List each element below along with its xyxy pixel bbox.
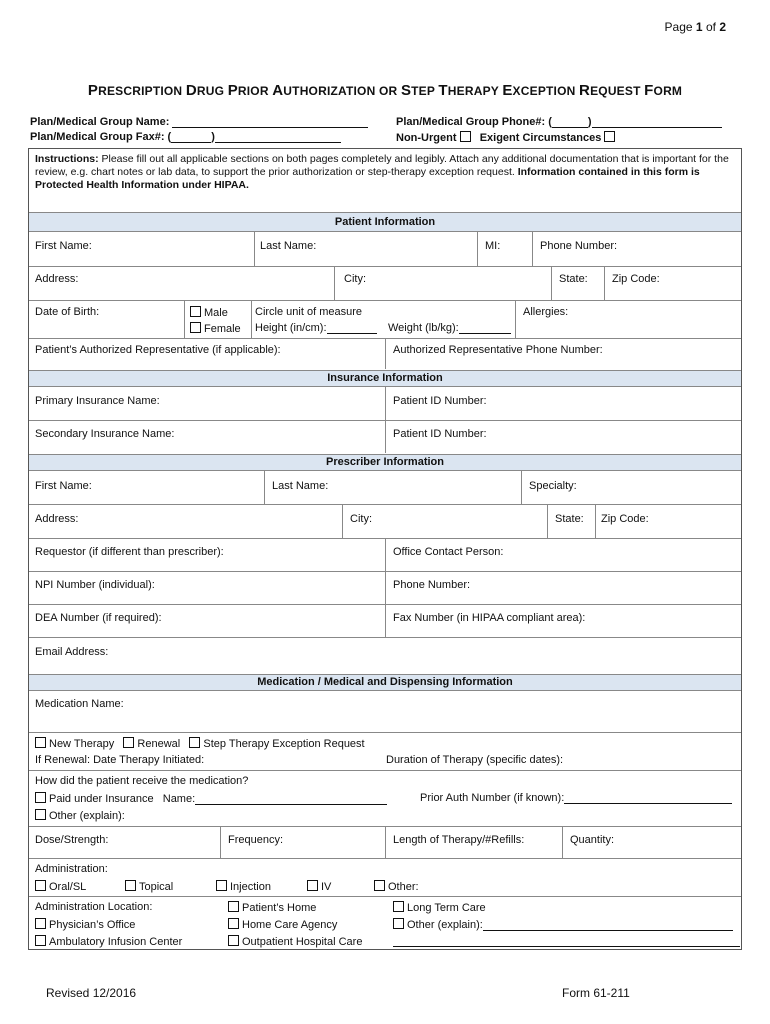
- physician-office-label: Physician’s Office: [49, 919, 136, 931]
- infusion-center-label: Ambulatory Infusion Center: [49, 936, 183, 948]
- secondary-patient-id[interactable]: Patient ID Number:: [393, 428, 487, 440]
- how-received: How did the patient receive the medication?: [35, 775, 249, 787]
- patient-address[interactable]: Address:: [35, 273, 79, 285]
- ltc-label: Long Term Care: [407, 902, 486, 914]
- medication-section-heading: Medication / Medical and Dispensing Information: [29, 674, 741, 691]
- other-explain-checkbox[interactable]: [35, 809, 46, 820]
- step-exception-checkbox[interactable]: [189, 737, 200, 748]
- other-explain-label: Other (explain):: [49, 810, 125, 822]
- oral-label: Oral/SL: [49, 881, 87, 893]
- administration-label: Administration:: [35, 863, 108, 875]
- form-title: PRESCRIPTION DRUG PRIOR AUTHORIZATION OR STEP THERAPY EXCEPTION REQUEST FORM: [87, 82, 683, 99]
- admin-location-label: Administration Location:: [35, 901, 153, 913]
- patient-dob[interactable]: Date of Birth:: [35, 306, 100, 318]
- injection-checkbox[interactable]: [216, 880, 227, 891]
- patient-phone[interactable]: Phone Number:: [540, 240, 618, 252]
- dea-number[interactable]: DEA Number (if required):: [35, 612, 162, 624]
- renewal-date[interactable]: If Renewal: Date Therapy Initiated:: [35, 754, 205, 766]
- patient-last-name[interactable]: Last Name:: [260, 240, 317, 252]
- therapy-duration[interactable]: Duration of Therapy (specific dates):: [386, 754, 564, 766]
- prescriber-last-name[interactable]: Last Name:: [272, 480, 329, 492]
- prescriber-city[interactable]: City:: [350, 513, 372, 525]
- plan-phone-field[interactable]: Plan/Medical Group Phone#: ( ): [396, 116, 722, 128]
- other-admin-checkbox[interactable]: [374, 880, 385, 891]
- prescriber-phone[interactable]: Phone Number:: [393, 579, 471, 591]
- prescriber-zip[interactable]: Zip Code:: [601, 513, 649, 525]
- renewal-label: Renewal: [137, 738, 181, 750]
- form-body: [28, 148, 742, 950]
- topical-checkbox[interactable]: [125, 880, 136, 891]
- prescriber-specialty[interactable]: Specialty:: [529, 480, 577, 492]
- frequency[interactable]: Frequency:: [228, 834, 284, 846]
- iv-checkbox[interactable]: [307, 880, 318, 891]
- email-address[interactable]: Email Address:: [35, 646, 109, 658]
- length-of-therapy[interactable]: Length of Therapy/#Refills:: [393, 834, 525, 846]
- weight-field[interactable]: Weight (lb/kg):: [388, 322, 511, 334]
- insurance-name-line[interactable]: [195, 804, 387, 805]
- other-location-line[interactable]: [483, 930, 733, 931]
- paid-insurance-checkbox[interactable]: [35, 792, 46, 803]
- plan-name-field[interactable]: Plan/Medical Group Name:: [30, 116, 368, 128]
- exigent-checkbox[interactable]: [604, 131, 615, 142]
- patient-home-label: Patient’s Home: [242, 902, 317, 914]
- secondary-insurance[interactable]: Secondary Insurance Name:: [35, 428, 175, 440]
- requestor[interactable]: Requestor (if different than prescriber):: [35, 546, 224, 558]
- other-location-row: Other (explain):: [393, 918, 733, 931]
- other-location-line-2: [393, 946, 740, 947]
- page-number: [665, 20, 726, 34]
- male-label: Male: [204, 307, 228, 319]
- circle-unit-note: Circle unit of measure: [255, 306, 362, 318]
- office-contact[interactable]: Office Contact Person:: [393, 546, 504, 558]
- urgency-options: Non-Urgent Exigent Circumstances: [396, 131, 618, 144]
- iv-label: IV: [321, 881, 332, 893]
- patient-state[interactable]: State:: [559, 273, 588, 285]
- home-care-label: Home Care Agency: [242, 919, 338, 931]
- plan-fax-field[interactable]: Plan/Medical Group Fax#: ( ): [30, 131, 341, 143]
- page-current: 1: [695, 20, 703, 34]
- infusion-center-checkbox[interactable]: [35, 935, 46, 946]
- topical-label: Topical: [139, 881, 174, 893]
- patient-section-heading: Patient Information: [29, 212, 741, 232]
- male-checkbox[interactable]: [190, 306, 201, 317]
- home-care-checkbox[interactable]: [228, 918, 239, 929]
- page-label: Page: [664, 20, 693, 34]
- female-label: Female: [204, 323, 241, 335]
- prescriber-fax[interactable]: Fax Number (in HIPAA compliant area):: [393, 612, 586, 624]
- authorized-rep[interactable]: Patient’s Authorized Representative (if applicable):: [35, 344, 281, 356]
- patient-city[interactable]: City:: [344, 273, 366, 285]
- patient-mi[interactable]: MI:: [485, 240, 501, 252]
- renewal-checkbox[interactable]: [123, 737, 134, 748]
- quantity[interactable]: Quantity:: [570, 834, 615, 846]
- physician-office-checkbox[interactable]: [35, 918, 46, 929]
- prescriber-section-heading: Prescriber Information: [29, 454, 741, 471]
- prescriber-first-name[interactable]: First Name:: [35, 480, 92, 492]
- other-admin-label: Other:: [388, 881, 419, 893]
- insurance-section-heading: Insurance Information: [29, 370, 741, 387]
- patient-allergies[interactable]: Allergies:: [523, 306, 569, 318]
- prior-auth-row[interactable]: Prior Auth Number (if known):: [420, 792, 732, 804]
- patient-first-name[interactable]: First Name:: [35, 240, 92, 252]
- primary-patient-id[interactable]: Patient ID Number:: [393, 395, 487, 407]
- female-checkbox[interactable]: [190, 322, 201, 333]
- medication-name[interactable]: Medication Name:: [35, 698, 124, 710]
- paid-insurance-row: Paid under Insurance Name:: [35, 792, 387, 805]
- dose-strength[interactable]: Dose/Strength:: [35, 834, 109, 846]
- new-therapy-label: New Therapy: [49, 738, 115, 750]
- npi-number[interactable]: NPI Number (individual):: [35, 579, 155, 591]
- step-exception-label: Step Therapy Exception Request: [203, 738, 365, 750]
- other-location-checkbox[interactable]: [393, 918, 404, 929]
- page-total: 2: [719, 20, 726, 34]
- instructions: Instructions: Please fill out all applicable sections on both pages completely and legibly. Attach any additional documentation that is important for the review, e.g. chart notes or lab data, to support the prior authorization or step-therapy exception request. Information contained in this form is Protected Health Information under HIPAA.: [35, 153, 729, 191]
- outpatient-checkbox[interactable]: [228, 935, 239, 946]
- outpatient-label: Outpatient Hospital Care: [242, 936, 363, 948]
- non-urgent-checkbox[interactable]: [460, 131, 471, 142]
- injection-label: Injection: [230, 881, 271, 893]
- prescriber-state[interactable]: State:: [555, 513, 584, 525]
- new-therapy-checkbox[interactable]: [35, 737, 46, 748]
- patient-zip[interactable]: Zip Code:: [612, 273, 660, 285]
- prescriber-address[interactable]: Address:: [35, 513, 79, 525]
- ltc-checkbox[interactable]: [393, 901, 404, 912]
- height-field[interactable]: Height (in/cm):: [255, 322, 377, 334]
- authorized-rep-phone[interactable]: Authorized Representative Phone Number:: [393, 344, 603, 356]
- primary-insurance[interactable]: Primary Insurance Name:: [35, 395, 160, 407]
- revised-date: Revised 12/2016: [46, 986, 137, 1000]
- oral-checkbox[interactable]: [35, 880, 46, 891]
- page-of: of: [705, 20, 716, 34]
- patient-home-checkbox[interactable]: [228, 901, 239, 912]
- form-number: Form 61-211: [562, 986, 630, 1000]
